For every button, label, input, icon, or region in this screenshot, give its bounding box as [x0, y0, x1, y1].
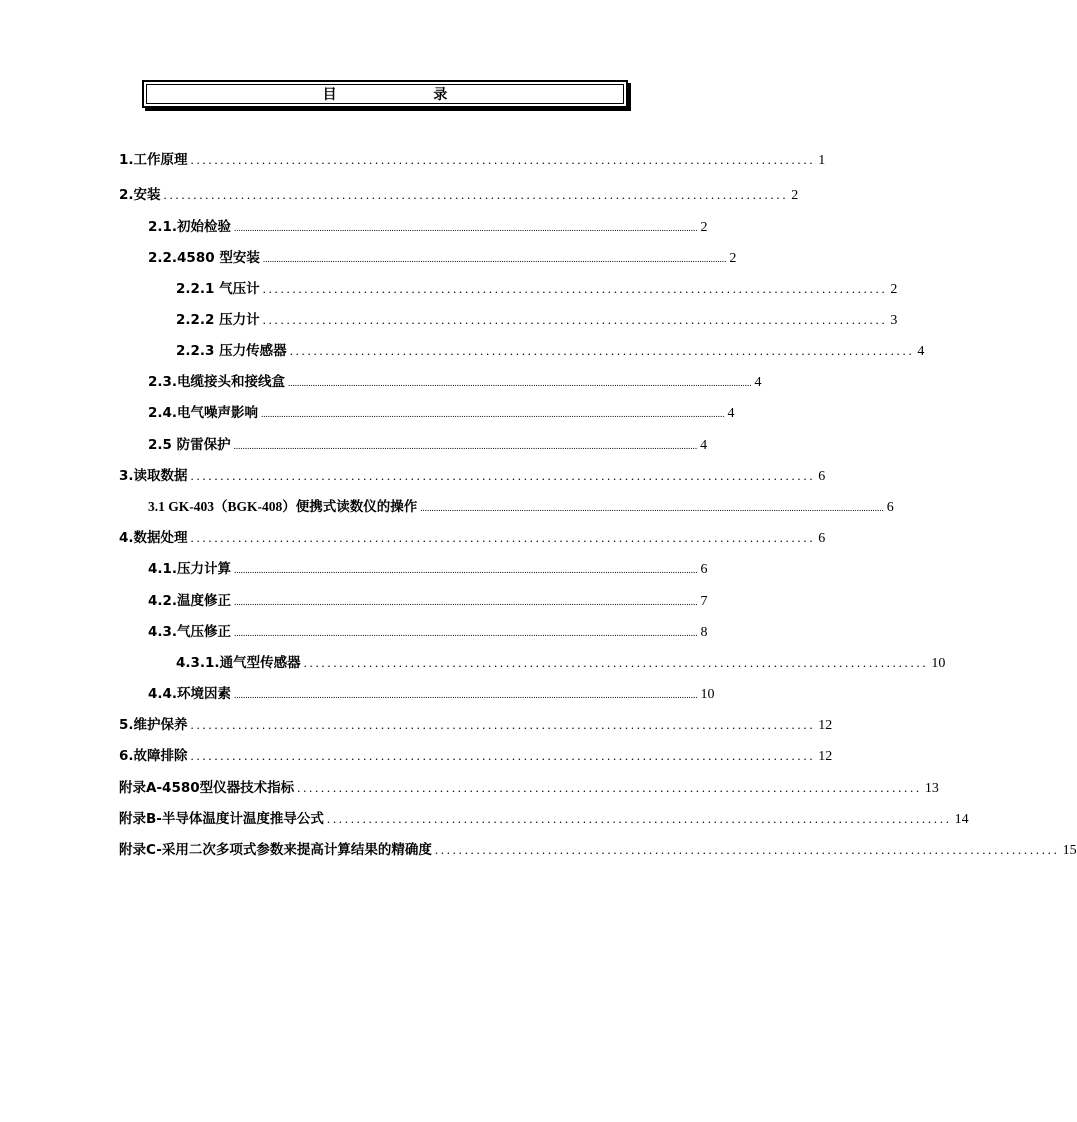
toc-page-number: 4	[917, 344, 925, 359]
toc-page-number: 4	[754, 375, 762, 390]
toc-leader: ..............................................................................................................................................................................................................	[234, 223, 698, 233]
toc-page-number: 7	[700, 594, 708, 609]
toc-leader: .........................................................................................................	[190, 717, 816, 732]
toc-entry[interactable]	[176, 654, 946, 672]
toc-entry[interactable]	[119, 779, 939, 797]
toc-entry-label: 1.工作原理	[119, 152, 188, 168]
toc-entry[interactable]	[148, 592, 708, 610]
toc-leader: .........................................................................................................	[190, 152, 816, 167]
toc-page-number: 14	[954, 812, 969, 827]
toc-page-number: 8	[700, 625, 708, 640]
toc-leader: .........................................................................................................	[262, 281, 888, 296]
toc-entry-label: 4.1.压力计算	[148, 561, 232, 577]
toc-entry[interactable]	[176, 342, 925, 360]
toc-entry[interactable]	[148, 685, 715, 703]
toc-leader: ..............................................................................................................................................................................................................	[288, 378, 752, 388]
toc-entry[interactable]	[119, 467, 826, 485]
toc-entry[interactable]	[148, 249, 737, 267]
toc-entry[interactable]	[119, 841, 1077, 859]
toc-leader: .........................................................................................................	[434, 842, 1060, 857]
toc-page-number: 3	[890, 313, 898, 328]
toc-entry-label: 4.4.环境因素	[148, 686, 232, 702]
toc-entry-label: 4.2.温度修正	[148, 593, 232, 609]
toc-entry-label: 附录A-4580型仪器技术指标	[119, 780, 295, 796]
toc-page-number: 13	[924, 781, 939, 796]
toc-entry[interactable]	[119, 716, 833, 734]
toc-leader: ..............................................................................................................................................................................................................	[234, 597, 698, 607]
toc-leader: .........................................................................................................	[190, 530, 816, 545]
toc-title: 目 录	[146, 84, 624, 104]
toc-page-number: 2	[729, 251, 737, 266]
toc-leader: ..............................................................................................................................................................................................................	[420, 503, 884, 513]
toc-leader: ..............................................................................................................................................................................................................	[233, 441, 698, 451]
toc-entry[interactable]	[148, 560, 708, 578]
toc-entry-label: 4.3.1.通气型传感器	[176, 655, 301, 671]
toc-entry-label: 2.3.电缆接头和接线盒	[148, 374, 286, 390]
toc-entry-label: 附录B-半导体温度计温度推导公式	[119, 811, 324, 827]
toc-page-number: 6	[818, 531, 826, 546]
toc-leader: ..............................................................................................................................................................................................................	[262, 254, 727, 264]
toc-entry-label: 2.2.3 压力传感器	[176, 343, 287, 359]
toc-entry-label: 3.1 GK-403（BGK-408）便携式读数仪的操作	[148, 499, 418, 514]
toc-page-number: 6	[700, 562, 708, 577]
toc-entry[interactable]	[148, 498, 894, 516]
toc-page-number: 2	[791, 188, 799, 203]
toc-page-number: 4	[727, 406, 735, 421]
toc-page-number: 12	[818, 718, 833, 733]
toc-entry-label: 2.1.初始检验	[148, 219, 232, 235]
toc-leader: .........................................................................................................	[190, 468, 816, 483]
toc-entry-label: 2.安装	[119, 187, 161, 203]
toc-entry[interactable]	[148, 623, 708, 641]
toc-entry-label: 4.3.气压修正	[148, 624, 232, 640]
toc-leader: .........................................................................................................	[297, 780, 922, 795]
toc-entry-label: 5.维护保养	[119, 717, 188, 733]
toc-leader: ..............................................................................................................................................................................................................	[234, 628, 698, 638]
toc-entry-label: 附录C-采用二次多项式参数来提高计算结果的精确度	[119, 842, 432, 858]
toc-entry[interactable]	[148, 218, 708, 236]
toc-page-number: 2	[890, 282, 898, 297]
toc-page-number: 6	[886, 500, 894, 515]
toc-page-number: 4	[700, 438, 708, 453]
toc-entry-label: 3.读取数据	[119, 468, 188, 484]
toc-entry[interactable]	[119, 186, 799, 204]
toc-leader: ..............................................................................................................................................................................................................	[261, 409, 725, 419]
toc-leader: .........................................................................................................	[163, 187, 789, 202]
toc-entry-label: 4.数据处理	[119, 530, 188, 546]
toc-page-number: 6	[818, 469, 826, 484]
toc-leader: .........................................................................................................	[262, 312, 888, 327]
toc-entry[interactable]	[176, 311, 898, 329]
toc-entry-label: 6.故障排除	[119, 748, 188, 764]
toc-entry[interactable]	[176, 280, 898, 298]
toc-leader: ..............................................................................................................................................................................................................	[234, 690, 698, 700]
toc-entry[interactable]	[119, 810, 969, 828]
toc-entry-label: 2.5 防雷保护	[148, 437, 231, 453]
toc-entry-label: 2.2.2 压力计	[176, 312, 260, 328]
toc-leader: .........................................................................................................	[303, 655, 929, 670]
toc-page-number: 2	[700, 220, 708, 235]
toc-leader: .........................................................................................................	[326, 811, 952, 826]
toc-entry[interactable]	[119, 151, 826, 169]
toc-title-box	[142, 80, 628, 108]
toc-entry[interactable]	[119, 747, 833, 765]
toc-leader: .........................................................................................................	[289, 343, 915, 358]
toc-entry[interactable]	[148, 404, 735, 422]
toc-entry[interactable]	[148, 373, 762, 391]
toc-page-number: 10	[931, 656, 946, 671]
toc-entry-label: 2.2.4580 型安装	[148, 250, 260, 266]
toc-entry[interactable]	[148, 436, 708, 454]
toc-page-number: 12	[818, 749, 833, 764]
toc-leader: ..............................................................................................................................................................................................................	[234, 565, 698, 575]
toc-entry-label: 2.4.电气噪声影响	[148, 405, 259, 421]
toc-leader: .........................................................................................................	[190, 748, 816, 763]
toc-page-number: 15	[1062, 843, 1077, 858]
toc-page-number: 1	[818, 153, 826, 168]
toc-page-number: 10	[700, 687, 715, 702]
toc-entry-label: 2.2.1 气压计	[176, 281, 260, 297]
toc-entry[interactable]	[119, 529, 826, 547]
